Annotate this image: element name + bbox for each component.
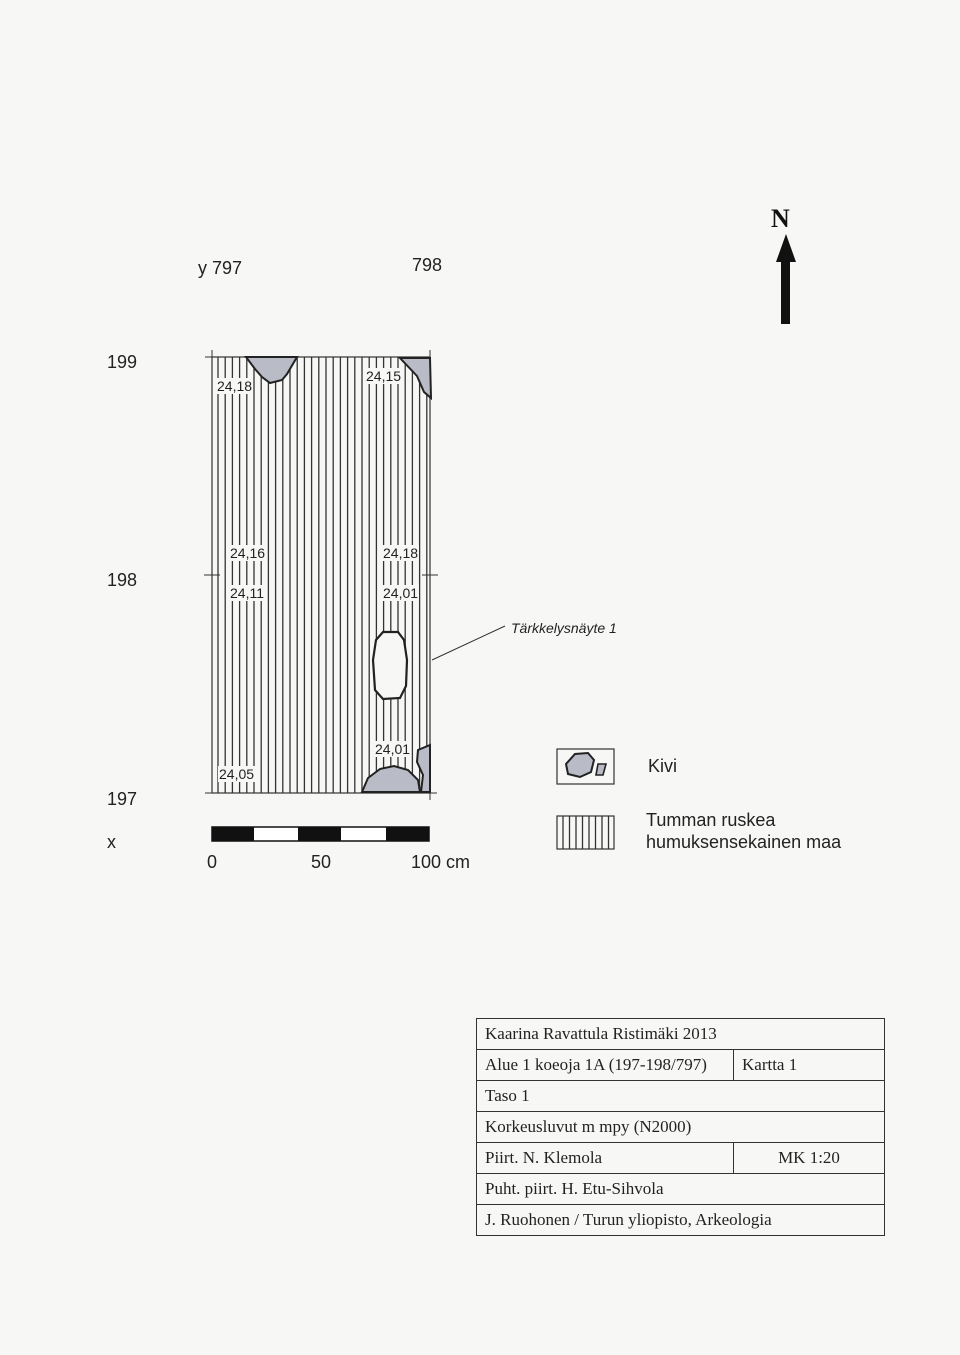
title-clean: Puht. piirt. H. Etu-Sihvola: [477, 1174, 885, 1205]
legend-soil-label-1: Tumman ruskea: [646, 810, 776, 830]
legend-stone-symbol: [557, 749, 614, 784]
title-drawn: Piirt. N. Klemola: [477, 1143, 734, 1174]
grid-label-x197: 197: [107, 789, 138, 809]
north-arrow-icon: [776, 234, 796, 324]
title-scale: MK 1:20: [734, 1143, 885, 1174]
elevation-bottom-left: 24,05: [219, 766, 255, 782]
scale-label-100: 100 cm: [411, 852, 471, 872]
scale-bar: [212, 827, 429, 841]
sample-leader-line: [432, 626, 505, 660]
legend-stone-label: Kivi: [648, 756, 678, 776]
title-area: Alue 1 koeoja 1A (197-198/797): [477, 1050, 734, 1081]
scale-label-50: 50: [311, 852, 332, 872]
trench-hatch: [218, 357, 427, 793]
title-map: Kartta 1: [734, 1050, 885, 1081]
title-block: [476, 1018, 885, 1236]
grid-label-y798: 798: [412, 255, 443, 275]
sample-label: Tärkkelysnäyte 1: [511, 620, 617, 636]
elevation-top-right: 24,15: [366, 368, 402, 384]
elevation-mid-left-upper: 24,16: [230, 545, 266, 561]
elevation-mid-right-upper: 24,18: [383, 545, 419, 561]
elevation-bottom-right: 24,01: [375, 741, 411, 757]
title-heights: Korkeusluvut m mpy (N2000): [477, 1112, 885, 1143]
elevation-top-left: 24,18: [217, 378, 253, 394]
title-level: Taso 1: [477, 1081, 885, 1112]
elevation-mid-right-lower: 24,01: [383, 585, 419, 601]
title-institution: J. Ruohonen / Turun yliopisto, Arkeologia: [477, 1205, 885, 1236]
grid-label-y797: y 797: [198, 258, 243, 278]
legend-soil-symbol: [557, 816, 614, 849]
elevation-mid-left-lower: 24,11: [230, 585, 264, 601]
scale-label-0: 0: [207, 852, 218, 872]
title-site: Kaarina Ravattula Ristimäki 2013: [477, 1019, 885, 1050]
grid-label-x199: 199: [107, 352, 138, 372]
north-letter: N: [771, 204, 790, 233]
trench-outline: [212, 357, 430, 793]
sample-pit-outline: [373, 632, 407, 699]
legend-soil-label-2: humuksensekainen maa: [646, 832, 842, 852]
grid-label-x: x: [107, 832, 116, 852]
grid-label-x198: 198: [107, 570, 138, 590]
stone-bottom-center: [362, 766, 420, 792]
